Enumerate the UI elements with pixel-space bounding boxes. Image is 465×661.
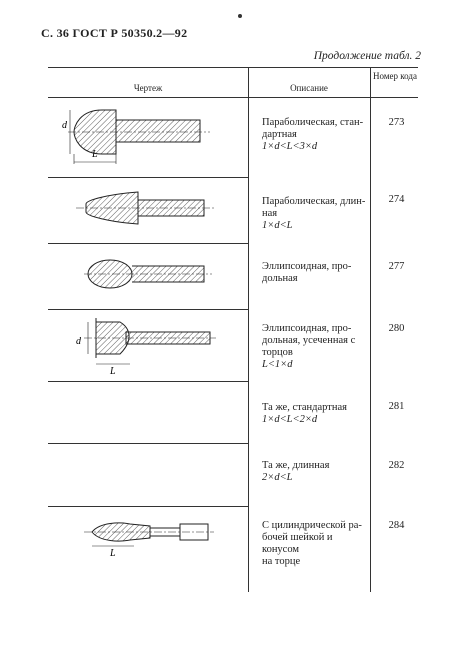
code-row-4: 280 — [388, 323, 405, 334]
ellipsoid-truncated-drawing — [70, 314, 220, 380]
page-header: С. 36 ГОСТ Р 50350.2—92 — [41, 26, 188, 40]
row-divider — [48, 443, 248, 444]
paraboloid-standard-drawing — [60, 104, 220, 174]
description-row-5: Та же, стандартная 1×d<L<2×d — [262, 402, 347, 425]
table-top-border — [48, 67, 418, 68]
code-row-6: 282 — [388, 460, 405, 471]
dimension-label-L: L — [110, 548, 116, 556]
ellipsoid-longitudinal-drawing — [80, 250, 220, 300]
row-divider — [48, 381, 248, 382]
dimension-label-d: d — [62, 120, 67, 131]
dimension-label-L: L — [92, 149, 98, 160]
code-row-5: 281 — [388, 401, 405, 412]
column-header-drawing: Чертеж — [133, 83, 163, 93]
code-row-2: 274 — [388, 194, 405, 205]
description-row-7: С цилиндрической ра- бочей шейкой и конусом на торце — [262, 520, 362, 567]
row-divider — [48, 506, 248, 507]
row-divider — [48, 309, 248, 310]
code-row-3: 277 — [388, 261, 405, 272]
code-row-1: 273 — [388, 117, 405, 128]
description-row-3: Эллипсоидная, про- дольная — [262, 261, 352, 284]
code-row-7: 284 — [388, 520, 405, 531]
column-header-code: Номер кода — [373, 71, 417, 81]
column-header-description: Описание — [290, 83, 328, 93]
cylindrical-neck-cone-drawing — [80, 510, 220, 556]
table-continuation-label: Продолжение табл. 2 — [313, 50, 421, 62]
paraboloid-long-drawing — [70, 184, 220, 234]
description-row-1: Параболическая, стан- дартная 1×d<L<3×d — [262, 117, 364, 152]
description-row-6: Та же, длинная 2×d<L — [262, 460, 330, 483]
table-header-divider — [48, 97, 418, 98]
description-row-2: Параболическая, длин- ная 1×d<L — [262, 196, 366, 231]
dimension-label-L: L — [110, 366, 116, 377]
description-row-4: Эллипсоидная, про- дольная, усеченная с торцов L<1×d — [262, 323, 356, 370]
row-divider — [48, 177, 248, 178]
page-mark — [238, 14, 242, 18]
column-divider-1 — [248, 67, 249, 592]
column-divider-2 — [370, 67, 371, 592]
dimension-label-d: d — [76, 336, 81, 347]
row-divider — [48, 243, 248, 244]
